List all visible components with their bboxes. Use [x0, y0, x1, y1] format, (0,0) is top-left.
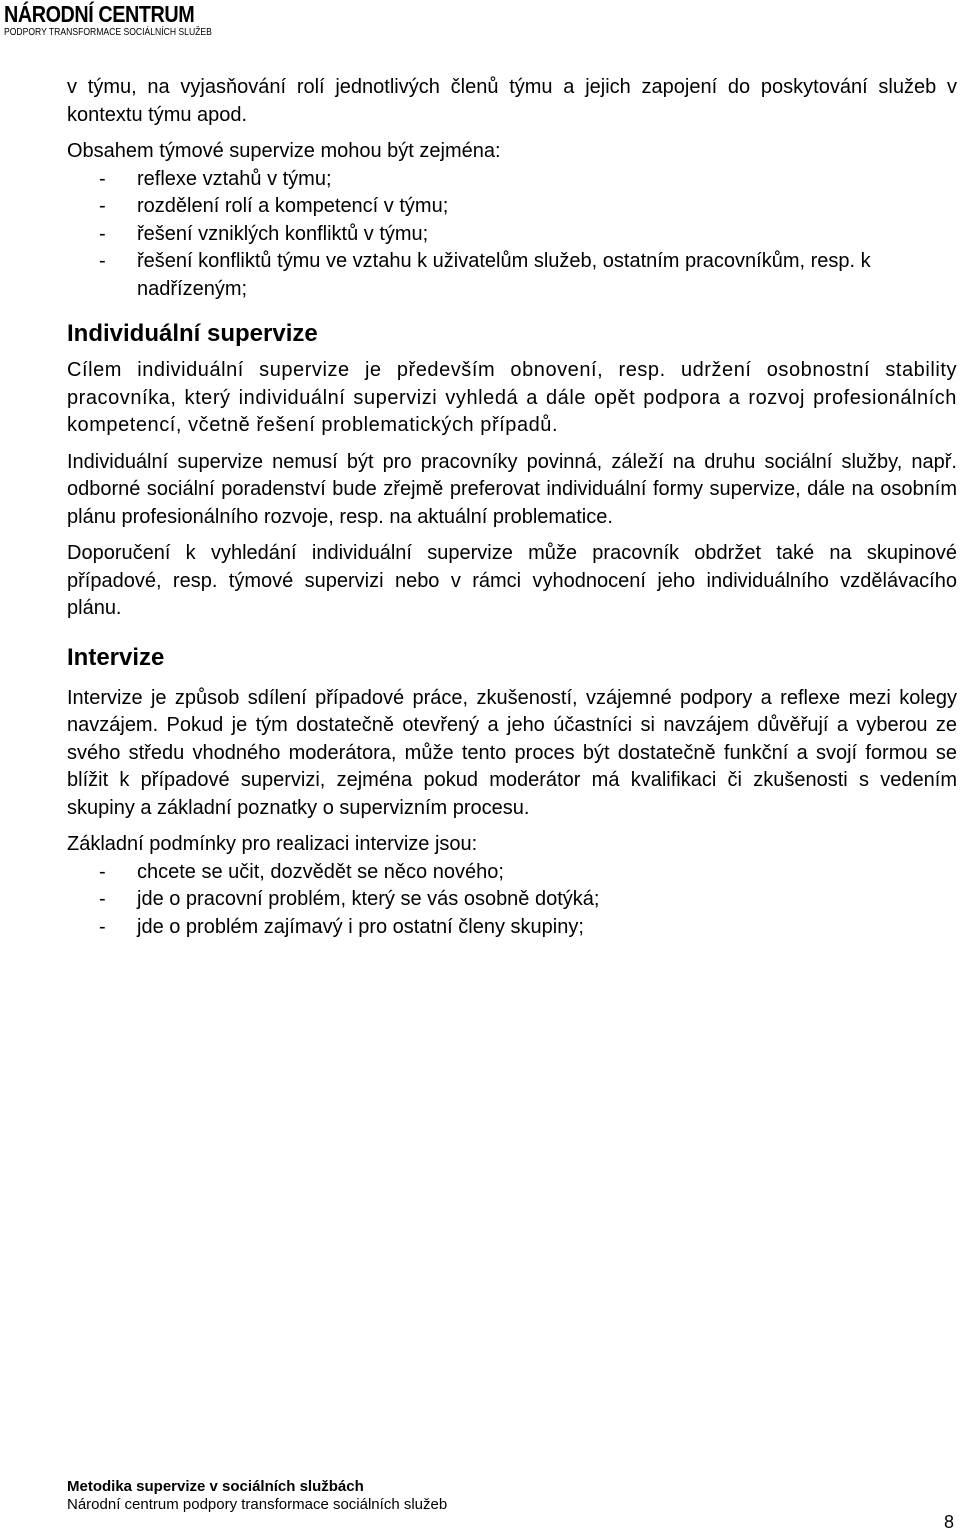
list-item: [67, 248, 957, 303]
list-item-text: jde o problém zajímavý i pro ostatní členy skupiny;: [137, 915, 584, 938]
individual-paragraph: Individuální supervize nemusí být pro pracovníky povinná, záleží na druhu sociální služby, např. odborné sociální poradenství bude zřejmě preferovat individuální formy supervize, dále na osobním plánu profesionálního rozvoje, resp. na aktuální problematice.: [67, 450, 957, 528]
list-dash: -: [99, 860, 106, 883]
list-item: [67, 886, 957, 914]
list-item: [67, 166, 957, 194]
list-dash: -: [99, 222, 106, 245]
list-item: [67, 859, 957, 887]
conditions-intro: Základní podmínky pro realizaci intervize jsou:: [67, 833, 478, 855]
list-dash: -: [99, 888, 106, 910]
page-footer: [67, 1478, 447, 1514]
individual-paragraph: Cílem individuální supervize je především obnovení, resp. udržení osobnostní stability pracovníka, který individuální supervizi vyhledá a dále opět podpora a rozvoj profesionálních kompetencí, včetně řešení problematických případů.: [67, 359, 957, 436]
section-heading-intervize: Intervize: [67, 643, 165, 671]
footer-subtitle: Národní centrum podpory transformace sociálních služeb: [67, 1496, 448, 1513]
document-body: [67, 74, 957, 941]
list-item-text: chcete se učit, dozvědět se něco nového;: [137, 860, 504, 883]
list-item-text: řešení konfliktů týmu ve vztahu k uživatelům služeb, ostatním pracovníkům, resp. k nadřízeným;: [137, 250, 871, 300]
list-item-text: jde o pracovní problém, který se vás osobně dotýká;: [137, 888, 600, 910]
list-item: [67, 914, 957, 942]
section-heading-individual: Individuální supervize: [67, 320, 318, 347]
conditions-list: [67, 859, 957, 942]
team-topics-list: [67, 166, 957, 304]
individual-paragraph: Doporučení k vyhledání individuální supervize může pracovník obdržet také na skupinové případové, resp. týmové supervizi nebo v rámci vyhodnocení jeho individuálního vzdělávacího plánu.: [67, 542, 957, 619]
list-item: [67, 221, 957, 249]
list-dash: -: [99, 195, 106, 217]
list-item-text: řešení vzniklých konfliktů v týmu;: [137, 222, 429, 245]
page-number: 8: [943, 1512, 954, 1532]
list-item-text: rozdělení rolí a kompetencí v týmu;: [137, 195, 449, 217]
list-item-text: reflexe vztahů v týmu;: [137, 167, 332, 190]
list-dash: -: [99, 915, 106, 938]
intervize-paragraph: Intervize je způsob sdílení případové práce, zkušeností, vzájemné podpory a reflexe mezi kolegy navzájem. Pokud je tým dostatečně otevřený a jeho účastníci si navzájem důvěřují a vyberou ze svého středu vhodného moderátora, může tento proces být dostatečně funkční a svojí formou se blížit k případové supervizi, zejména pokud moderátor má kvalifikaci či zkušenosti s vedením skupiny a základní poznatky o supervizním procesu.: [67, 686, 957, 819]
list-dash: -: [99, 167, 106, 190]
logo-sub-text: PODPORY TRANSFORMACE SOCIÁLNÍCH SLUŽEB: [4, 27, 212, 38]
list-dash: -: [99, 250, 106, 272]
intro-paragraph: v týmu, na vyjasňování rolí jednotlivých členů týmu a jejich zapojení do poskytování služeb v kontextu týmu apod.: [67, 76, 957, 126]
footer-title: Metodika supervize v sociálních službách: [67, 1478, 364, 1495]
list-item: [67, 193, 957, 221]
logo: [4, 2, 246, 39]
logo-main-text: NÁRODNÍ CENTRUM: [4, 1, 195, 27]
team-topics-intro: Obsahem týmové supervize mohou být zejména:: [67, 140, 501, 162]
